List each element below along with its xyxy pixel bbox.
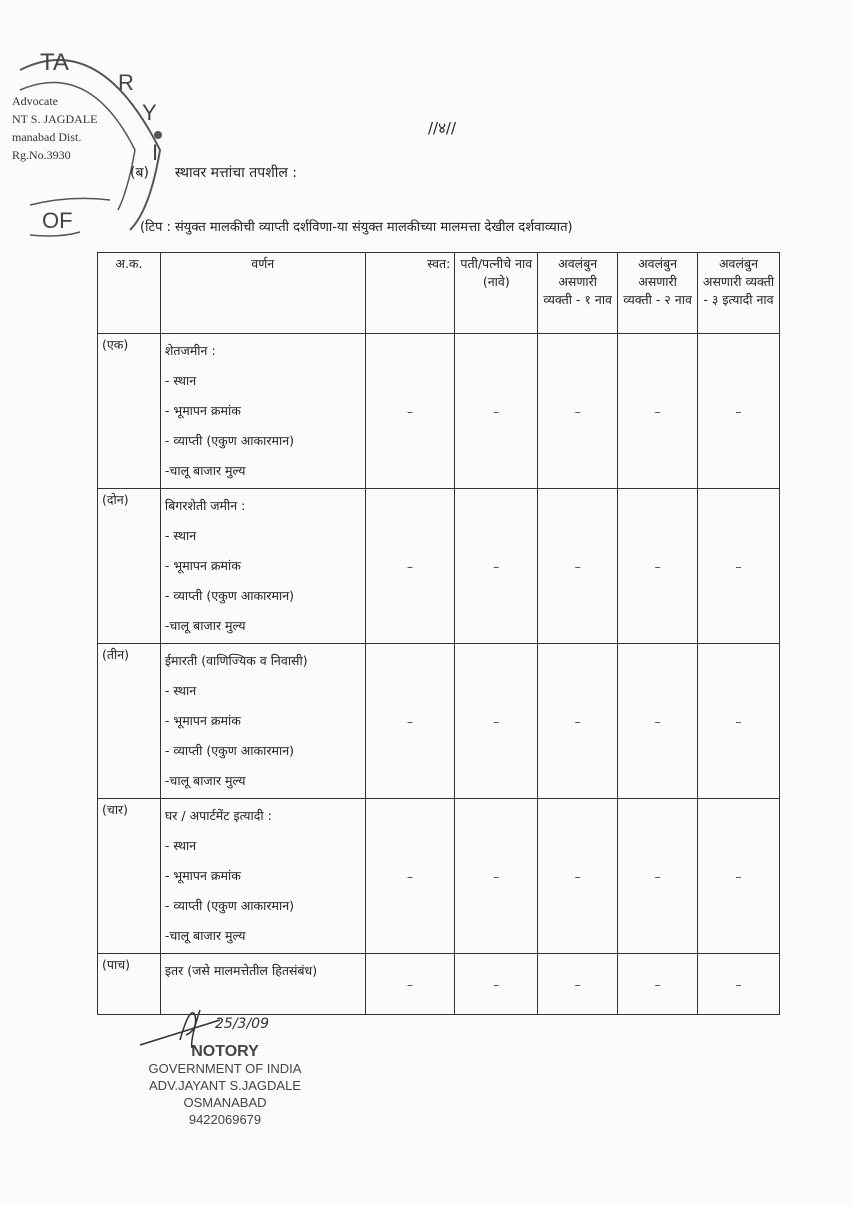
row-subitem: - भूमापन क्रमांक xyxy=(164,558,241,573)
svg-text:I: I xyxy=(152,140,159,165)
value-cell: – xyxy=(538,489,618,644)
row-description xyxy=(160,644,365,799)
notary-line: GOVERNMENT OF INDIA xyxy=(148,1061,302,1076)
row-subitem: - भूमापन क्रमांक xyxy=(164,868,241,883)
row-subitem: - स्थान xyxy=(164,683,197,698)
row-title: बिगरशेती जमीन : xyxy=(164,498,246,513)
row-subitem: -चालू बाजार मुल्य xyxy=(164,773,246,788)
row-number: (तीन) xyxy=(98,644,161,799)
value-cell: – xyxy=(698,644,780,799)
value-cell: – xyxy=(455,799,538,954)
notary-stamp xyxy=(130,1043,320,1128)
value-cell: – xyxy=(698,489,780,644)
svg-text:TA: TA xyxy=(40,49,69,76)
row-subitem: - स्थान xyxy=(164,528,197,543)
value-cell: – xyxy=(365,334,455,489)
section-heading xyxy=(130,163,297,182)
value-cell: – xyxy=(455,644,538,799)
header-cell: अवलंबुन असणारी व्यक्ती - १ नाव xyxy=(538,253,618,334)
row-subitem: - व्याप्ती (एकुण आकारमान) xyxy=(164,898,295,913)
value-cell: – xyxy=(698,799,780,954)
row-subitem: - व्याप्ती (एकुण आकारमान) xyxy=(164,433,295,448)
row-description xyxy=(160,334,365,489)
table-row xyxy=(98,489,780,644)
row-subitem: -चालू बाजार मुल्य xyxy=(164,928,246,943)
value-cell: – xyxy=(618,799,698,954)
row-title: इतर (जसे मालमत्तेतील हितसंबंध) xyxy=(164,963,318,978)
header-cell: स्वत: xyxy=(365,253,455,334)
stamp-text: Advocate NT S. JAGDALE manabad Dist. Rg.No.3930 xyxy=(12,94,98,162)
note: (टिप : संयुक्त मालकीची व्याप्ती दर्शविणा-या संयुक्त मालकीच्या मालमत्ता देखील दर्शवाव्यात) xyxy=(140,220,573,235)
row-subitem: - व्याप्ती (एकुण आकारमान) xyxy=(164,588,295,603)
row-number: (पाच) xyxy=(98,954,161,1015)
row-subitem: -चालू बाजार मुल्य xyxy=(164,618,246,633)
section-title: स्थावर मत्तांचा तपशील : xyxy=(174,165,297,181)
value-cell: – xyxy=(698,954,780,1015)
value-cell: – xyxy=(618,954,698,1015)
value-cell: – xyxy=(365,799,455,954)
row-subitem: - स्थान xyxy=(164,373,197,388)
value-cell: – xyxy=(365,644,455,799)
row-description xyxy=(160,799,365,954)
row-number: (दोन) xyxy=(98,489,161,644)
notary-line: ADV.JAYANT S.JAGDALE xyxy=(149,1078,301,1093)
row-number: (चार) xyxy=(98,799,161,954)
assets-table xyxy=(97,252,780,1015)
svg-text:OF: OF xyxy=(42,208,73,233)
row-subitem: - स्थान xyxy=(164,838,197,853)
value-cell: – xyxy=(538,954,618,1015)
value-cell: – xyxy=(618,334,698,489)
row-subitem: - व्याप्ती (एकुण आकारमान) xyxy=(164,743,295,758)
row-title: ईमारती (वाणिज्यिक व निवासी) xyxy=(164,653,308,668)
header-cell: पती/पत्नीचे नाव (नावे) xyxy=(455,253,538,334)
header-cell: अवलंबुन असणारी व्यक्ती - २ नाव xyxy=(618,253,698,334)
table-row xyxy=(98,799,780,954)
row-subitem: - भूमापन क्रमांक xyxy=(164,713,241,728)
table-header-row xyxy=(98,253,780,334)
table-row xyxy=(98,334,780,489)
svg-text:Y: Y xyxy=(142,100,157,125)
row-subitem: -चालू बाजार मुल्य xyxy=(164,463,246,478)
notary-title: NOTORY xyxy=(191,1043,259,1060)
header-cell: अवलंबुन असणारी व्यक्ती - ३ इत्यादी नाव xyxy=(698,253,780,334)
value-cell: – xyxy=(365,489,455,644)
value-cell: – xyxy=(365,954,455,1015)
svg-text:R: R xyxy=(118,70,134,95)
notary-phone: 9422069679 xyxy=(188,1112,262,1127)
header-cell: अ.क. xyxy=(98,253,161,334)
row-description xyxy=(160,489,365,644)
value-cell: – xyxy=(538,644,618,799)
value-cell: – xyxy=(455,489,538,644)
value-cell: – xyxy=(618,644,698,799)
value-cell: – xyxy=(455,334,538,489)
notary-line: OSMANABAD xyxy=(183,1095,267,1110)
value-cell: – xyxy=(698,334,780,489)
table-row xyxy=(98,644,780,799)
value-cell: – xyxy=(455,954,538,1015)
header-cell: वर्णन xyxy=(160,253,365,334)
value-cell: – xyxy=(618,489,698,644)
row-number: (एक) xyxy=(98,334,161,489)
section-label: (ब) xyxy=(130,165,149,181)
value-cell: – xyxy=(538,334,618,489)
page-number: //४// xyxy=(428,119,457,137)
row-title: घर / अपार्टमेंट इत्यादी : xyxy=(164,808,272,823)
svg-text:25/3/09: 25/3/09 xyxy=(215,1016,269,1032)
row-title: शेतजमीन : xyxy=(164,343,216,358)
value-cell: – xyxy=(538,799,618,954)
row-subitem: - भूमापन क्रमांक xyxy=(164,403,241,418)
